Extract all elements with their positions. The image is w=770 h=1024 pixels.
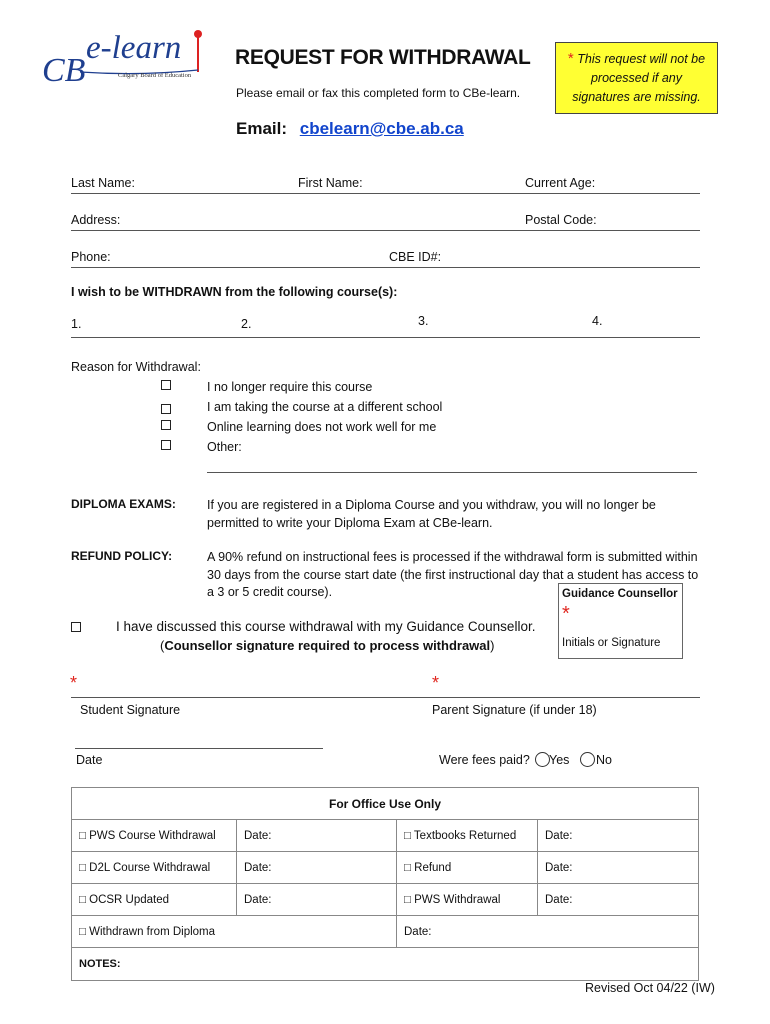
courses-row-rule[interactable] bbox=[71, 337, 700, 338]
email-label: Email: bbox=[236, 119, 288, 138]
date-label: Date bbox=[76, 753, 103, 767]
course-number-3: 3. bbox=[418, 314, 429, 328]
counsellor-box-footer: Initials or Signature bbox=[562, 637, 661, 649]
course-number-4: 4. bbox=[592, 314, 603, 328]
counsellor-box-title: Guidance Counsellor bbox=[562, 588, 678, 600]
email-link[interactable]: cbelearn@cbe.ab.ca bbox=[299, 119, 464, 138]
office-title: For Office Use Only bbox=[72, 788, 699, 820]
logo-cb-text: CB bbox=[42, 52, 86, 89]
fees-yes-radio[interactable] bbox=[535, 752, 550, 767]
table-row bbox=[72, 820, 699, 852]
counsellor-note-bold: Counsellor signature required to process withdrawal bbox=[164, 638, 491, 653]
reason-option-1: I no longer require this course bbox=[207, 380, 373, 394]
fees-no-label: No bbox=[596, 753, 612, 767]
office-cell[interactable]: □ OCSR Updated bbox=[72, 884, 237, 916]
reason-label: Reason for Withdrawal: bbox=[71, 360, 201, 374]
office-title-row bbox=[72, 788, 699, 820]
notes-cell[interactable]: NOTES: bbox=[72, 948, 699, 981]
counsellor-box-asterisk: * bbox=[562, 603, 570, 625]
reason-option-4: Other: bbox=[207, 440, 242, 454]
diploma-label: DIPLOMA EXAMS: bbox=[71, 497, 176, 511]
student-signature-label: Student Signature bbox=[80, 703, 181, 717]
other-reason-rule[interactable] bbox=[207, 472, 697, 473]
counsellor-statement: I have discussed this course withdrawal with my Guidance Counsellor. bbox=[116, 619, 536, 634]
logo-swoosh-icon bbox=[40, 28, 205, 98]
cbe-learn-logo bbox=[40, 28, 205, 98]
student-signature-asterisk: * bbox=[70, 673, 78, 693]
table-row bbox=[72, 916, 699, 948]
reason-checkbox-2[interactable] bbox=[161, 404, 171, 414]
logo-subtitle: Calgary Board of Education bbox=[118, 72, 192, 79]
office-cell[interactable]: Date: bbox=[538, 820, 699, 852]
parent-signature-asterisk: * bbox=[432, 673, 440, 693]
postal-code-label: Postal Code: bbox=[525, 213, 597, 227]
date-rule[interactable] bbox=[75, 748, 323, 749]
office-cell[interactable]: Date: bbox=[237, 884, 397, 916]
course-number-1: 1. bbox=[71, 317, 82, 331]
fees-question: Were fees paid? bbox=[439, 753, 530, 767]
office-cell[interactable]: □ Textbooks Returned bbox=[397, 820, 538, 852]
signature-rule[interactable] bbox=[71, 697, 700, 698]
instruction-text: Please email or fax this completed form to CBe-learn. bbox=[236, 86, 521, 100]
reason-option-2: I am taking the course at a different school bbox=[207, 400, 443, 414]
warning-note bbox=[555, 42, 718, 114]
table-row bbox=[72, 884, 699, 916]
current-age-label: Current Age: bbox=[525, 176, 596, 190]
reason-option-3: Online learning does not work well for me bbox=[207, 420, 437, 434]
counsellor-checkbox[interactable] bbox=[71, 622, 81, 632]
office-cell[interactable]: Date: bbox=[538, 884, 699, 916]
table-row bbox=[72, 852, 699, 884]
courses-heading: I wish to be WITHDRAWN from the following course(s): bbox=[71, 285, 398, 299]
email-line bbox=[236, 119, 464, 139]
cbe-id-label: CBE ID#: bbox=[389, 250, 442, 264]
reason-checkbox-1[interactable] bbox=[161, 380, 171, 390]
refund-label: REFUND POLICY: bbox=[71, 549, 173, 563]
counsellor-box[interactable] bbox=[558, 583, 683, 659]
parent-signature-label: Parent Signature (if under 18) bbox=[432, 703, 597, 717]
address-row-rule[interactable] bbox=[71, 230, 700, 231]
office-cell[interactable]: Date: bbox=[237, 852, 397, 884]
diploma-text: If you are registered in a Diploma Course and you withdraw, you will no longer be permitted to write your Diploma Exam at CBe-learn. bbox=[207, 498, 656, 530]
office-cell[interactable]: □ PWS Course Withdrawal bbox=[72, 820, 237, 852]
office-use-table bbox=[71, 787, 699, 981]
logo-learn-text: e-learn bbox=[86, 30, 182, 66]
refund-text: A 90% refund on instructional fees is processed if the withdrawal form is submitted within 30 days from the course start date (the first instructional day that a student has access to a 3 or 5 credit course). bbox=[207, 550, 699, 599]
warning-asterisk: * bbox=[567, 50, 574, 67]
office-cell[interactable]: Date: bbox=[237, 820, 397, 852]
fees-yes-label: Yes bbox=[549, 753, 570, 767]
revised-footer: Revised Oct 04/22 (IW) bbox=[585, 981, 715, 995]
office-cell[interactable]: Date: bbox=[538, 852, 699, 884]
page-title: REQUEST FOR WITHDRAWAL bbox=[235, 46, 531, 69]
address-label: Address: bbox=[71, 213, 121, 227]
office-cell[interactable]: □ Withdrawn from Diploma bbox=[72, 916, 397, 948]
warning-text: This request will not be processed if any signatures are missing. bbox=[572, 52, 706, 104]
first-name-label: First Name: bbox=[298, 176, 363, 190]
counsellor-note bbox=[160, 638, 494, 653]
office-cell[interactable]: □ D2L Course Withdrawal bbox=[72, 852, 237, 884]
last-name-label: Last Name: bbox=[71, 176, 135, 190]
course-number-2: 2. bbox=[241, 317, 252, 331]
counsellor-note-close: ) bbox=[490, 638, 495, 653]
office-cell[interactable]: □ PWS Withdrawal bbox=[397, 884, 538, 916]
reason-checkbox-4[interactable] bbox=[161, 440, 171, 450]
phone-row-rule[interactable] bbox=[71, 267, 700, 268]
notes-row bbox=[72, 948, 699, 981]
name-row-rule[interactable] bbox=[71, 193, 700, 194]
phone-label: Phone: bbox=[71, 250, 111, 264]
office-cell[interactable]: □ Refund bbox=[397, 852, 538, 884]
reason-checkbox-3[interactable] bbox=[161, 420, 171, 430]
fees-no-radio[interactable] bbox=[580, 752, 595, 767]
counsellor-note-open: ( bbox=[160, 638, 165, 653]
office-cell[interactable]: Date: bbox=[397, 916, 699, 948]
